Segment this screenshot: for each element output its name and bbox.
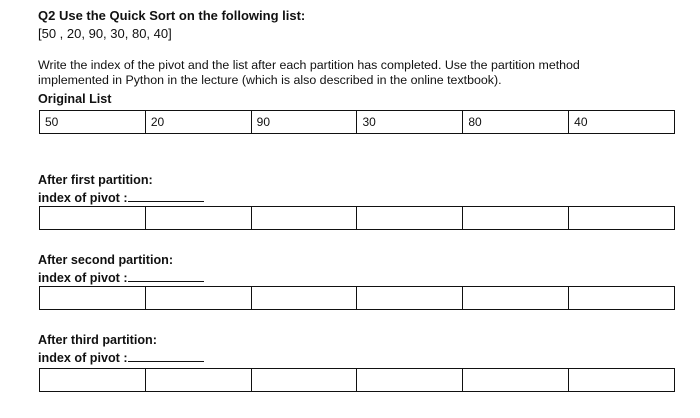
original-list-table xyxy=(39,110,675,134)
original-list-cell: 90 xyxy=(252,111,358,133)
instructions-text: Write the index of the pivot and the list after each partition has completed. Use the partition method implemented in Python in the lecture (which is also described in the online textbook). xyxy=(38,58,580,87)
second-partition-heading: After second partition: xyxy=(38,253,174,267)
second-partition-cell[interactable] xyxy=(252,287,358,309)
question-title: Q2 Use the Quick Sort on the following list: xyxy=(38,8,306,23)
third-partition-heading: After third partition: xyxy=(38,333,157,347)
original-list-cell: 80 xyxy=(463,111,569,133)
third-partition-cell[interactable] xyxy=(146,369,252,391)
third-partition-table xyxy=(39,368,675,392)
first-pivot-blank[interactable] xyxy=(128,189,204,202)
first-partition-cell[interactable] xyxy=(40,207,146,229)
third-partition-cell[interactable] xyxy=(569,369,674,391)
second-pivot-blank[interactable] xyxy=(128,269,204,282)
third-partition-cell[interactable] xyxy=(40,369,146,391)
original-list-cell: 40 xyxy=(574,115,588,129)
third-partition-cell[interactable] xyxy=(357,369,463,391)
first-partition-heading: After first partition: xyxy=(38,173,153,187)
first-partition-cell[interactable] xyxy=(357,207,463,229)
second-partition-cell[interactable] xyxy=(357,287,463,309)
original-list-label: Original List xyxy=(38,92,112,106)
third-pivot-blank[interactable] xyxy=(128,349,204,362)
first-partition-cell[interactable] xyxy=(252,207,358,229)
first-partition-cell[interactable] xyxy=(146,207,252,229)
second-pivot-label: index of pivot : xyxy=(38,271,128,285)
first-pivot-line xyxy=(38,189,204,206)
first-partition-table xyxy=(39,206,675,230)
first-pivot-label: index of pivot : xyxy=(38,191,128,205)
third-pivot-line xyxy=(38,349,204,366)
second-partition-table xyxy=(39,286,675,310)
question-list: [50 , 20, 90, 30, 80, 40] xyxy=(38,26,172,41)
third-pivot-label: index of pivot : xyxy=(38,351,128,365)
second-partition-cell[interactable] xyxy=(40,287,146,309)
third-partition-cell[interactable] xyxy=(463,369,569,391)
second-partition-cell[interactable] xyxy=(146,287,252,309)
original-list-cell: 30 xyxy=(357,111,463,133)
second-partition-cell[interactable] xyxy=(569,287,674,309)
second-pivot-line xyxy=(38,269,204,286)
original-list-cell: 50 xyxy=(40,111,146,133)
original-list-cell: 20 xyxy=(146,111,252,133)
second-partition-cell[interactable] xyxy=(463,287,569,309)
first-partition-cell[interactable] xyxy=(569,207,674,229)
third-partition-cell[interactable] xyxy=(252,369,358,391)
first-partition-cell[interactable] xyxy=(463,207,569,229)
